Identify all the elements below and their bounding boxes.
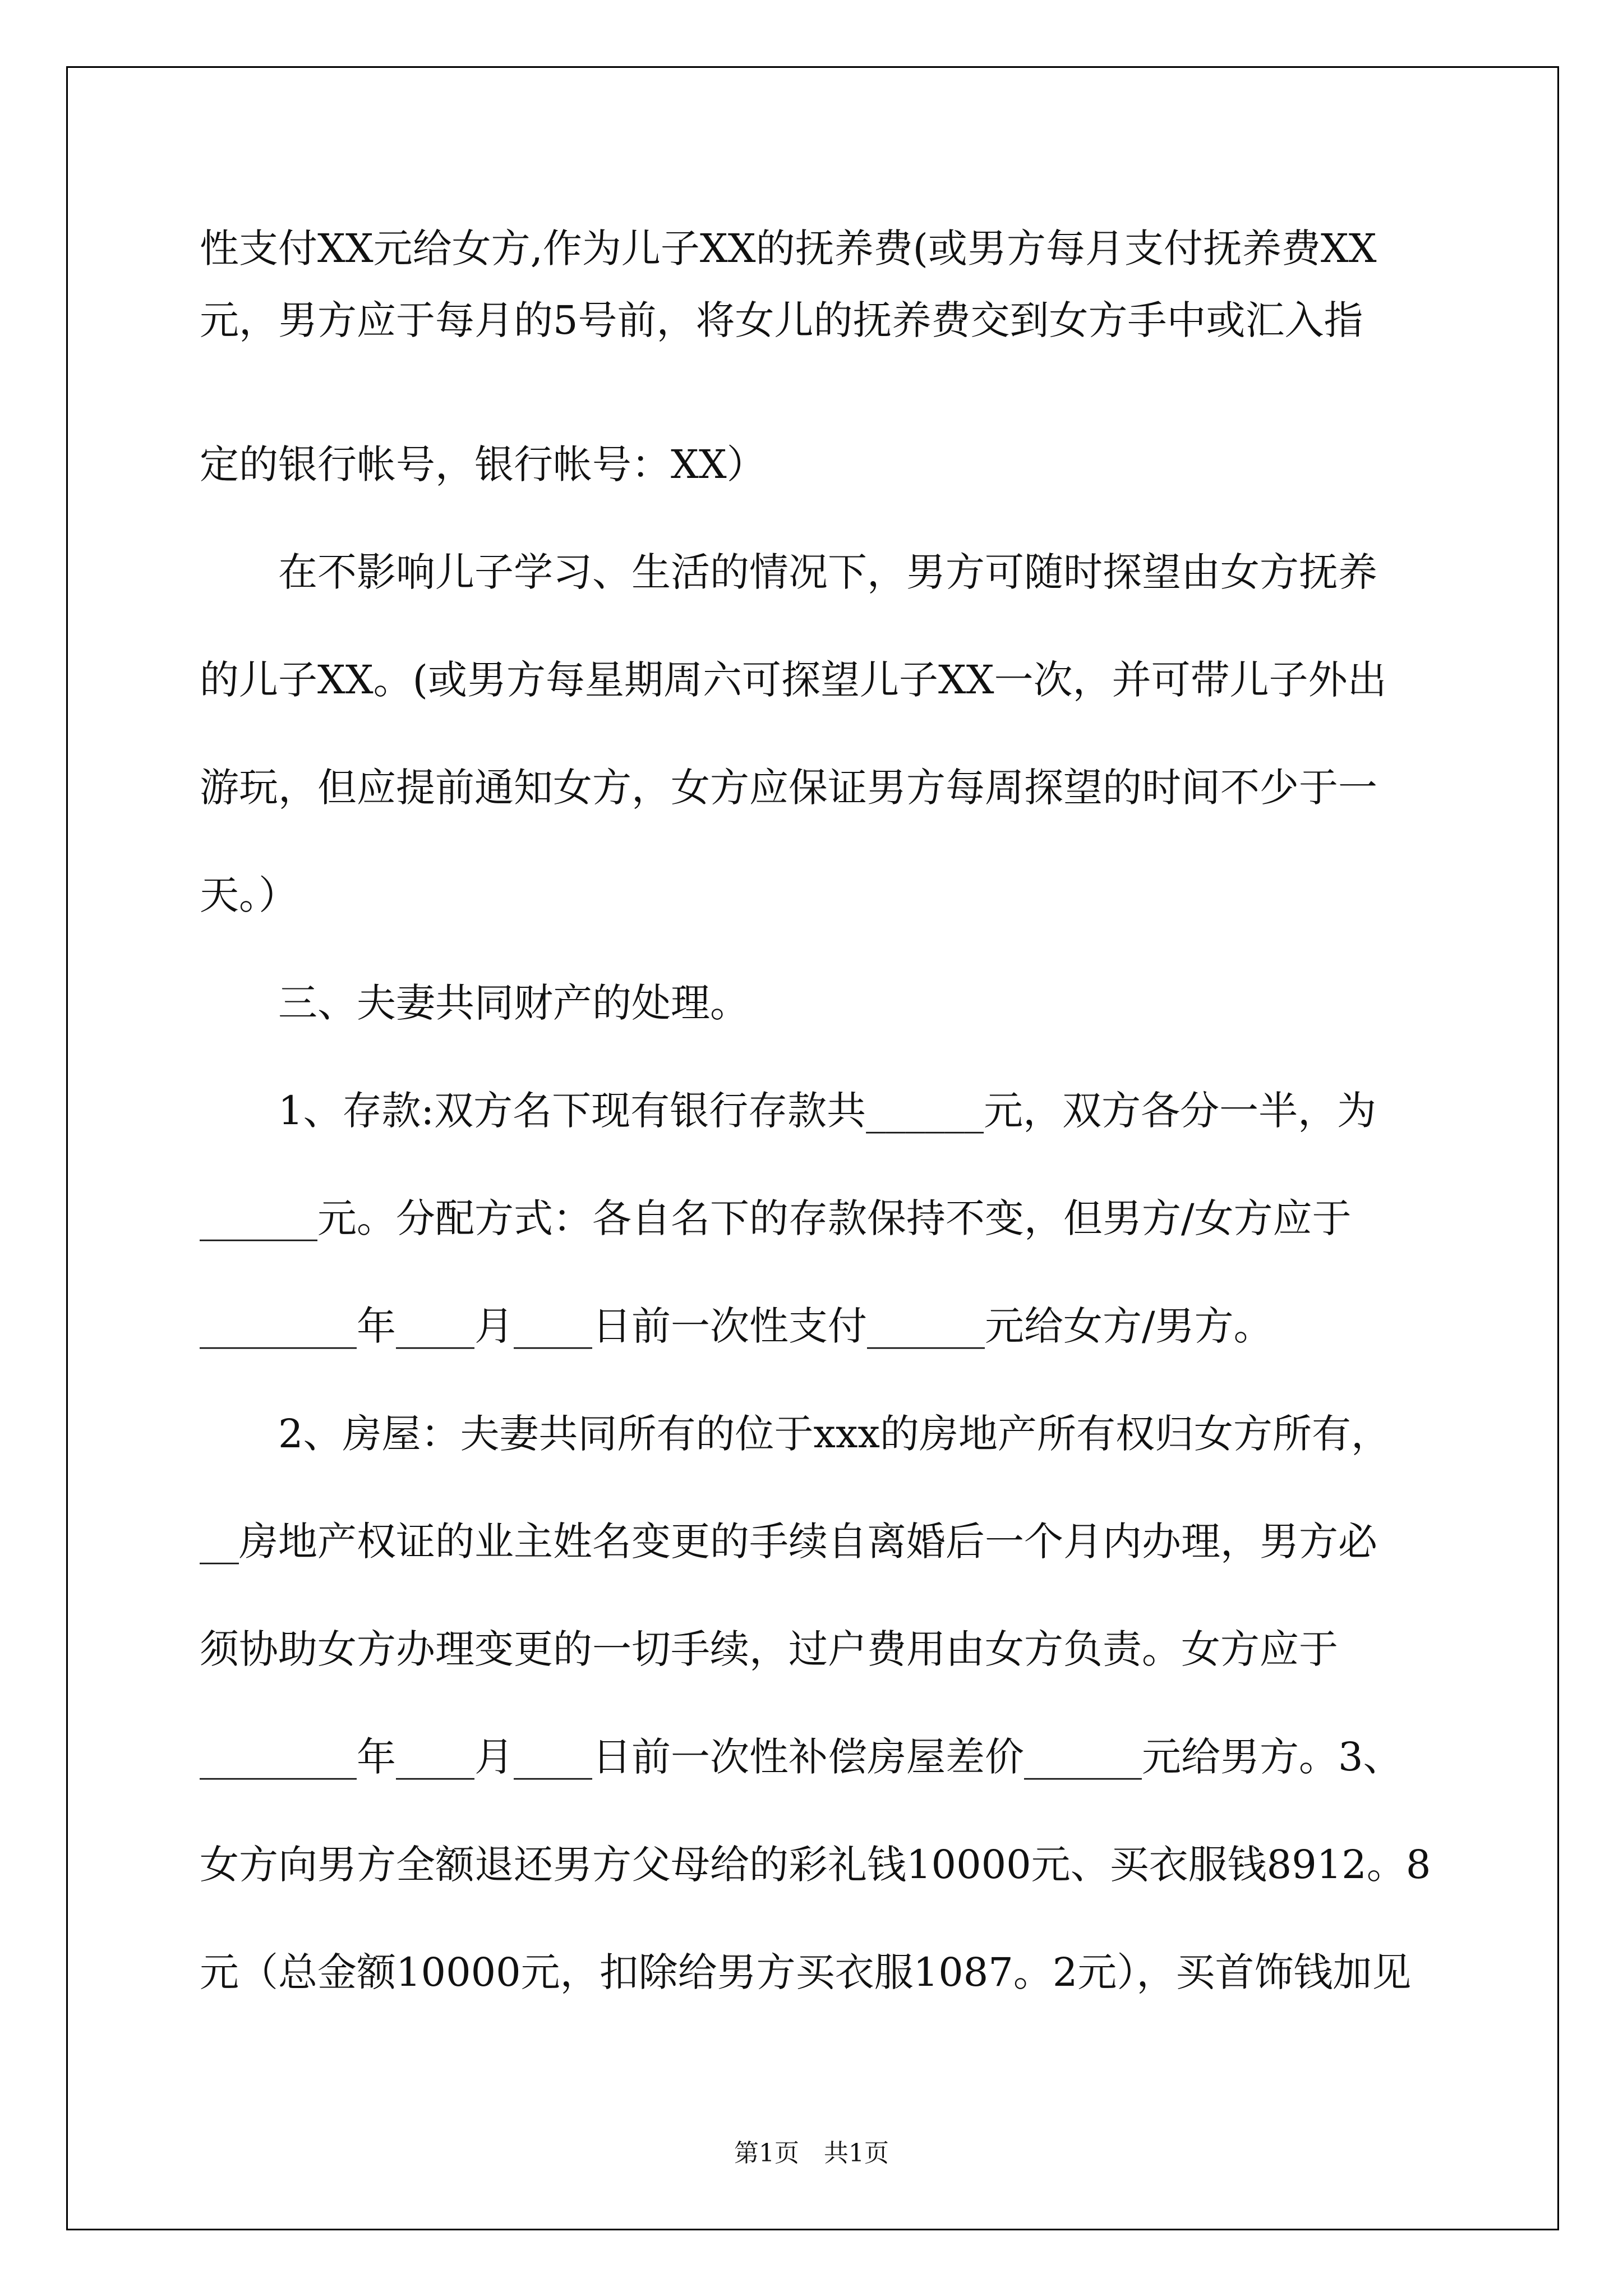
text-line-3: 定的银行帐号，银行帐号：XX） (200, 441, 766, 487)
text-line-8: 三、夫妻共同财产的处理。 (200, 980, 749, 1026)
page-footer: 第1页 共1页 (734, 2139, 889, 2168)
text-line-1: 性支付XX元给女方,作为儿子XX的抚养费(或男方每月支付抚养费XX (200, 226, 1377, 272)
text-line-5: 的儿子XX。(或男方每星期周六可探望儿子XX一次，并可带儿子外出 (200, 657, 1387, 703)
text-line-6: 游玩，但应提前通知女方，女方应保证男方每周探望的时间不少于一 (200, 765, 1377, 811)
text-line-11: ________年____月____日前一次性支付______元给女方/男方。 (200, 1303, 1273, 1349)
text-line-13: __房地产权证的业主姓名变更的手续自离婚后一个月内办理，男方必 (200, 1519, 1377, 1565)
text-line-7: 天。） (200, 872, 298, 918)
text-line-2: 元，男方应于每月的5号前，将女儿的抚养费交到女方手中或汇入指 (200, 297, 1363, 343)
text-line-16: 女方向男方全额退还男方父母给的彩礼钱10000元、买衣服钱8912。8 (200, 1842, 1431, 1888)
page-border (66, 66, 1559, 2230)
text-line-4: 在不影响儿子学习、生活的情况下，男方可随时探望由女方抚养 (200, 549, 1377, 595)
text-line-15: ________年____月____日前一次性补偿房屋差价______元给男方。3、 (200, 1734, 1403, 1780)
text-line-9: 1、存款:双方名下现有银行存款共______元，双方各分一半，为 (200, 1088, 1377, 1134)
text-line-14: 须协助女方办理变更的一切手续，过户费用由女方负责。女方应于 (200, 1626, 1338, 1672)
text-line-12: 2、房屋：夫妻共同所有的位于xxx的房地产所有权归女方所有， (200, 1411, 1390, 1457)
text-line-17: 元（总金额10000元，扣除给男方买衣服1087。2元），买首饰钱加见 (200, 1949, 1412, 1995)
text-line-10: ______元。分配方式：各自名下的存款保持不变，但男方/女方应于 (200, 1195, 1352, 1241)
